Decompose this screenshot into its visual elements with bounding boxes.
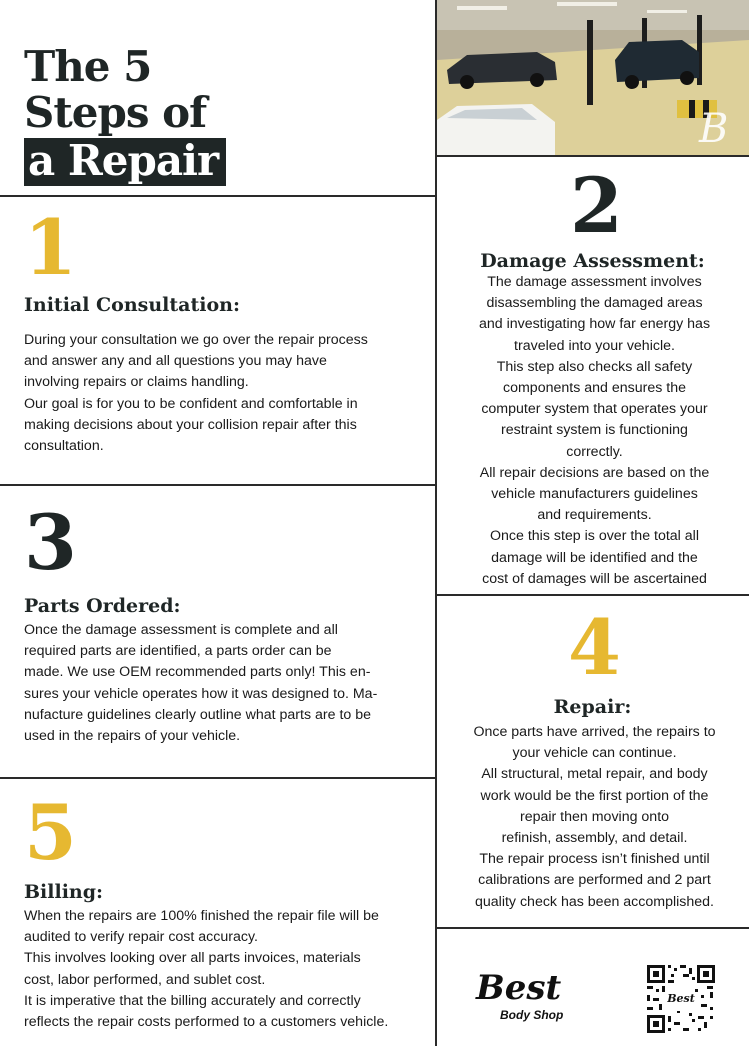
step-2-heading: Damage Assessment: (480, 250, 705, 272)
step-1-body (24, 330, 424, 457)
step-4-line: The repair process isn’t finished until (479, 851, 710, 868)
brand-logo-subtitle: Body Shop (500, 1008, 564, 1022)
step-3-line: made. We use OEM recommended parts only! This en- (24, 664, 371, 681)
step-1-number: 1 (24, 203, 77, 292)
step-1-line: and answer any and all questions you may have (24, 353, 327, 370)
step-4-body (452, 722, 737, 913)
step-5-line: It is imperative that the billing accurately and correctly (24, 992, 361, 1009)
step-3-line: used in the repairs of your vehicle. (24, 728, 241, 745)
section-divider (0, 777, 436, 779)
step-2-line: computer system that operates your (481, 401, 708, 418)
step-3-heading: Parts Ordered: (24, 595, 181, 617)
step-2-line: components and ensures the (503, 380, 686, 397)
repair-shop-photo (437, 0, 749, 155)
step-2-line: and requirements. (537, 507, 652, 524)
step-3-line: sures your vehicle operates how it was designed to. Ma- (24, 685, 378, 702)
step-5-line: When the repairs are 100% finished the repair file will be (24, 908, 379, 924)
step-4-line: repair then moving onto (519, 808, 670, 825)
step-5-line: This involves looking over all parts invoices, materials (24, 950, 361, 967)
step-4-line: calibrations are performed and 2 part (478, 872, 711, 889)
section-divider (436, 927, 749, 929)
step-4-line: Once parts have arrived, the repairs to (473, 724, 716, 740)
step-2-line: disassembling the damaged areas (486, 295, 703, 312)
step-3-number: 3 (24, 498, 77, 587)
brand-logo: Best (476, 968, 562, 1008)
step-4-line: refinish, assembly, and detail. (501, 830, 688, 847)
section-divider (0, 484, 436, 486)
step-2-line: All repair decisions are based on the (479, 464, 710, 481)
step-5-line: cost, labor performed, and sublet cost. (24, 971, 266, 988)
step-2-line: vehicle manufacturers guidelines (491, 486, 698, 503)
step-1-line: consultation. (24, 438, 104, 455)
step-2-line: correctly. (566, 443, 623, 460)
svg-text:B: B (699, 106, 729, 152)
step-2-line: Once this step is over the total all (490, 528, 699, 545)
step-2-line: restraint system is functioning (501, 422, 688, 439)
step-1-line: During your consultation we go over the repair process (24, 332, 368, 348)
step-5-heading: Billing: (24, 881, 104, 903)
qr-code-icon (647, 965, 715, 1033)
step-5-line: audited to verify repair cost accuracy. (24, 929, 258, 946)
step-1-line: Our goal is for you to be confident and comfortable in (24, 395, 358, 412)
step-2-line: cost of damages will be ascertained (482, 570, 707, 587)
step-2-line: The damage assessment involves (487, 274, 702, 290)
step-4-number: 4 (568, 603, 621, 692)
step-2-line: damage will be identified and the (491, 549, 698, 566)
section-divider (436, 594, 749, 596)
svg-text:Best: Best (667, 992, 695, 1005)
step-2-line: This step also checks all safety (496, 358, 693, 375)
step-4-line: quality check has been accomplished. (475, 893, 714, 910)
step-4-heading: Repair: (553, 696, 632, 718)
step-1-line: involving repairs or claims handling. (24, 374, 249, 391)
step-3-line: Once the damage assessment is complete and all (24, 622, 338, 638)
step-5-body (24, 906, 429, 1033)
step-2-line: traveled into your vehicle. (514, 337, 675, 354)
step-4-line: work would be the first portion of the (480, 787, 709, 804)
step-3-body (24, 620, 424, 747)
step-2-number: 2 (570, 161, 623, 250)
step-2-line: and investigating how far energy has (478, 316, 711, 333)
section-divider (0, 195, 436, 197)
title-line-2: Steps of (24, 88, 207, 137)
title-line-1: The 5 (24, 42, 152, 91)
title-line-3-highlight: a Repair (24, 138, 226, 186)
step-3-line: nufacture guidelines clearly outline what parts are to be (24, 706, 372, 723)
step-1-line: making decisions about your collision repair after this (24, 416, 357, 433)
step-4-line: your vehicle can continue. (512, 745, 677, 762)
step-5-number: 5 (24, 788, 77, 877)
page-title (24, 44, 226, 186)
step-1-heading: Initial Consultation: (24, 294, 240, 316)
step-5-line: reflects the repair costs performed to a customers vehicle. (24, 1014, 389, 1031)
step-2-body (452, 272, 737, 590)
section-divider (436, 155, 749, 157)
step-4-line: All structural, metal repair, and body (481, 766, 708, 783)
step-3-line: required parts are identified, a parts order can be (24, 643, 332, 660)
